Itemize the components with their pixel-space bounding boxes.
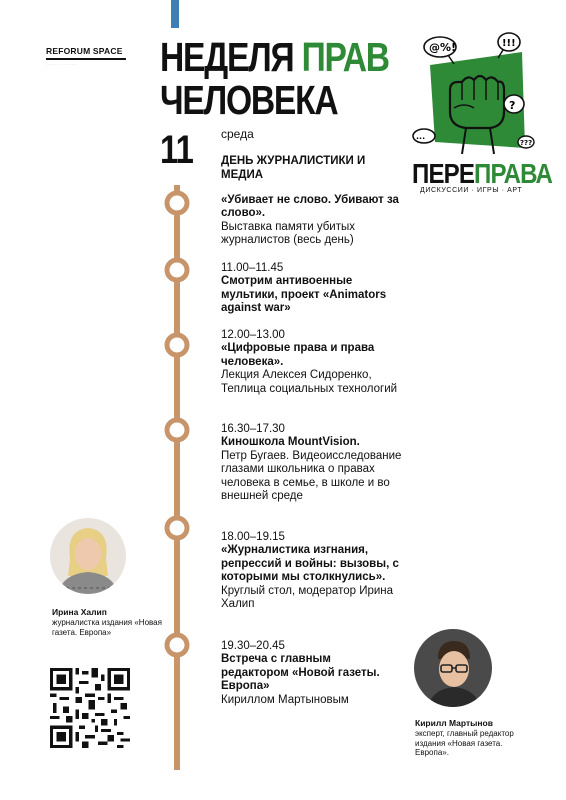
brand-wordmark bbox=[412, 158, 552, 190]
event-desc: Петр Бугаев. Видеоисследование глазами школьника о правах человека в семье, в школе и во внешней среде bbox=[221, 449, 402, 503]
event-item bbox=[221, 194, 411, 248]
speaker-name: Ирина Халип bbox=[52, 607, 107, 617]
page-title bbox=[160, 36, 389, 122]
event-title: Встреча с главным редактором «Новой газеты. Европа» bbox=[221, 653, 380, 693]
event-title: «Цифровые права и права человека». bbox=[221, 342, 375, 368]
timeline-node bbox=[167, 420, 187, 440]
avatar bbox=[414, 629, 492, 707]
timeline-node bbox=[167, 260, 187, 280]
timeline-node bbox=[167, 635, 187, 655]
event-title: Киношкола MountVision. bbox=[221, 436, 360, 449]
logo-subtitle: · · · · · · · · · · · · · · · · · · bbox=[46, 61, 79, 66]
speaker-photo-kirill bbox=[414, 629, 492, 707]
brand-tagline: ДИСКУССИИ · ИГРЫ · АРТ bbox=[420, 187, 523, 194]
event-item bbox=[221, 262, 411, 316]
event-title: «Журналистика изгнания, репрессий и войны: вызовы, с которыми мы столкнулись». bbox=[221, 544, 399, 584]
weekday: среда bbox=[221, 127, 254, 141]
reforum-space-logo bbox=[46, 46, 128, 66]
speaker-photo-irina bbox=[50, 518, 126, 594]
svg-text:???: ??? bbox=[520, 139, 533, 147]
event-desc: Круглый стол, модератор Ирина Халип bbox=[221, 584, 394, 611]
event-item bbox=[221, 531, 411, 611]
title-part2: ПРАВ bbox=[301, 34, 389, 80]
svg-text:?: ? bbox=[509, 99, 516, 112]
event-desc: Кириллом Мартыновым bbox=[221, 693, 349, 706]
svg-text:!!!: !!! bbox=[502, 38, 516, 49]
event-item bbox=[221, 423, 411, 503]
qr-code-icon[interactable] bbox=[50, 668, 130, 748]
top-accent-bar bbox=[171, 0, 179, 28]
logo-divider bbox=[46, 58, 126, 60]
brand-part1: ПЕРЕ bbox=[412, 158, 475, 189]
event-desc: Выставка памяти убитых журналистов (весь день) bbox=[221, 220, 356, 247]
event-desc: Лекция Алексея Сидоренко, Теплица социальных технологий bbox=[221, 369, 398, 395]
timeline-node bbox=[167, 193, 187, 213]
svg-text:@%!: @%! bbox=[429, 41, 457, 54]
timeline-node bbox=[167, 335, 187, 355]
event-title: Смотрим антивоенные мультики, проект «Animators against war» bbox=[221, 275, 387, 315]
avatar bbox=[50, 518, 126, 594]
brand-part2: ПРАВА bbox=[474, 158, 552, 189]
timeline-node bbox=[167, 518, 187, 538]
logo-name: REFORUM SPACE bbox=[46, 46, 123, 56]
speaker-name: Кирилл Мартынов bbox=[415, 718, 493, 728]
svg-text:...: ... bbox=[416, 132, 426, 141]
event-time: 12.00–13.00 bbox=[221, 329, 285, 341]
day-theme: ДЕНЬ ЖУРНАЛИСТИКИ И МЕДИА bbox=[221, 155, 366, 181]
timeline-line bbox=[160, 185, 194, 770]
event-time: 16.30–17.30 bbox=[221, 423, 285, 435]
raised-fist-emblem-icon bbox=[410, 30, 535, 155]
event-item bbox=[221, 640, 391, 707]
speaker-role: журналистка издания «Новая газета. Европа» bbox=[52, 618, 162, 637]
event-time: 18.00–19.15 bbox=[221, 531, 285, 543]
day-number: 11 bbox=[160, 128, 194, 172]
speaker-role: эксперт, главный редактор издания «Новая газета. Европа». bbox=[415, 729, 514, 758]
event-time: 19.30–20.45 bbox=[221, 640, 285, 652]
event-item bbox=[221, 329, 411, 396]
event-title: «Убивает не слово. Убивают за слово». bbox=[221, 194, 399, 220]
title-line2: ЧЕЛОВЕКА bbox=[160, 77, 338, 123]
title-part1: НЕДЕЛЯ bbox=[160, 34, 302, 80]
event-time: 11.00–11.45 bbox=[221, 262, 284, 274]
